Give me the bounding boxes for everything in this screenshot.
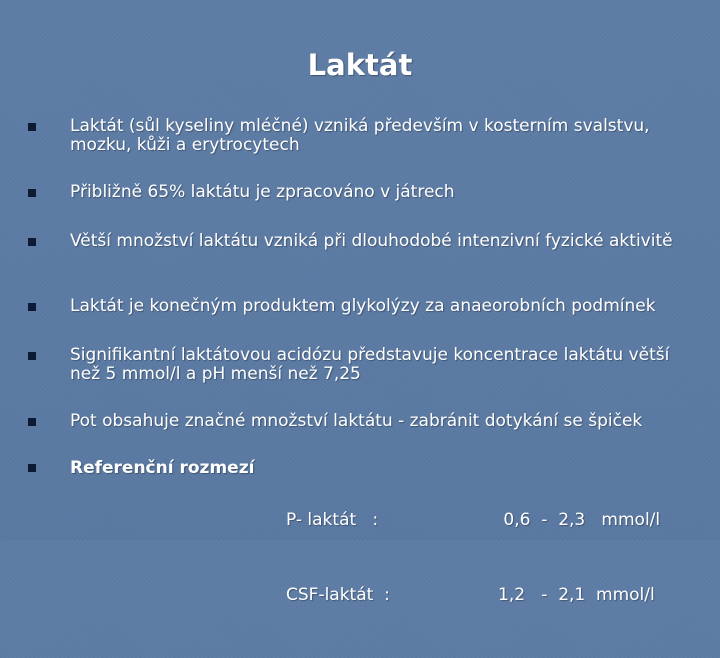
bullet-text: Laktát (sůl kyseliny mléčné) vzniká především v kosterním svalstvu, mozku, kůži a erytrocytech: [70, 116, 650, 155]
square-bullet-icon: [28, 303, 36, 311]
reference-value-csf: 1,2 - 2,1 mmol/l: [498, 585, 655, 605]
square-bullet-icon: [28, 189, 36, 197]
bullet-text: Laktát je konečným produktem glykolýzy za anaeorobních podmínek: [70, 296, 656, 316]
reference-range-label: Referenční rozmezí: [70, 458, 255, 478]
reference-names: [286, 458, 390, 658]
reference-range: [28, 458, 688, 605]
bullet-text: Pot obsahuje značné množství laktátu - zabránit dotykání se špiček: [70, 411, 643, 431]
reference-name-plasma: P- laktát :: [286, 510, 379, 530]
slide-title: Laktát: [307, 48, 413, 82]
square-bullet-icon: [28, 418, 36, 426]
square-bullet-icon: [28, 464, 36, 472]
reference-value-plasma: 0,6 - 2,3 mmol/l: [498, 510, 661, 530]
square-bullet-icon: [28, 123, 36, 131]
bullet-text: Přibližně 65% laktátu je zpracováno v játrech: [70, 182, 455, 202]
bullet-text: Větší množství laktátu vzniká při dlouhodobé intenzivní fyzické aktivitě: [70, 231, 673, 251]
square-bullet-icon: [28, 238, 36, 246]
bullet-text: Signifikantní laktátovou acidózu představuje koncentrace laktátu větší než 5 mmol/l a pH menší než 7,25: [70, 345, 670, 384]
reference-name-csf: CSF-laktát :: [286, 585, 390, 605]
reference-values: [498, 458, 660, 658]
square-bullet-icon: [28, 352, 36, 360]
